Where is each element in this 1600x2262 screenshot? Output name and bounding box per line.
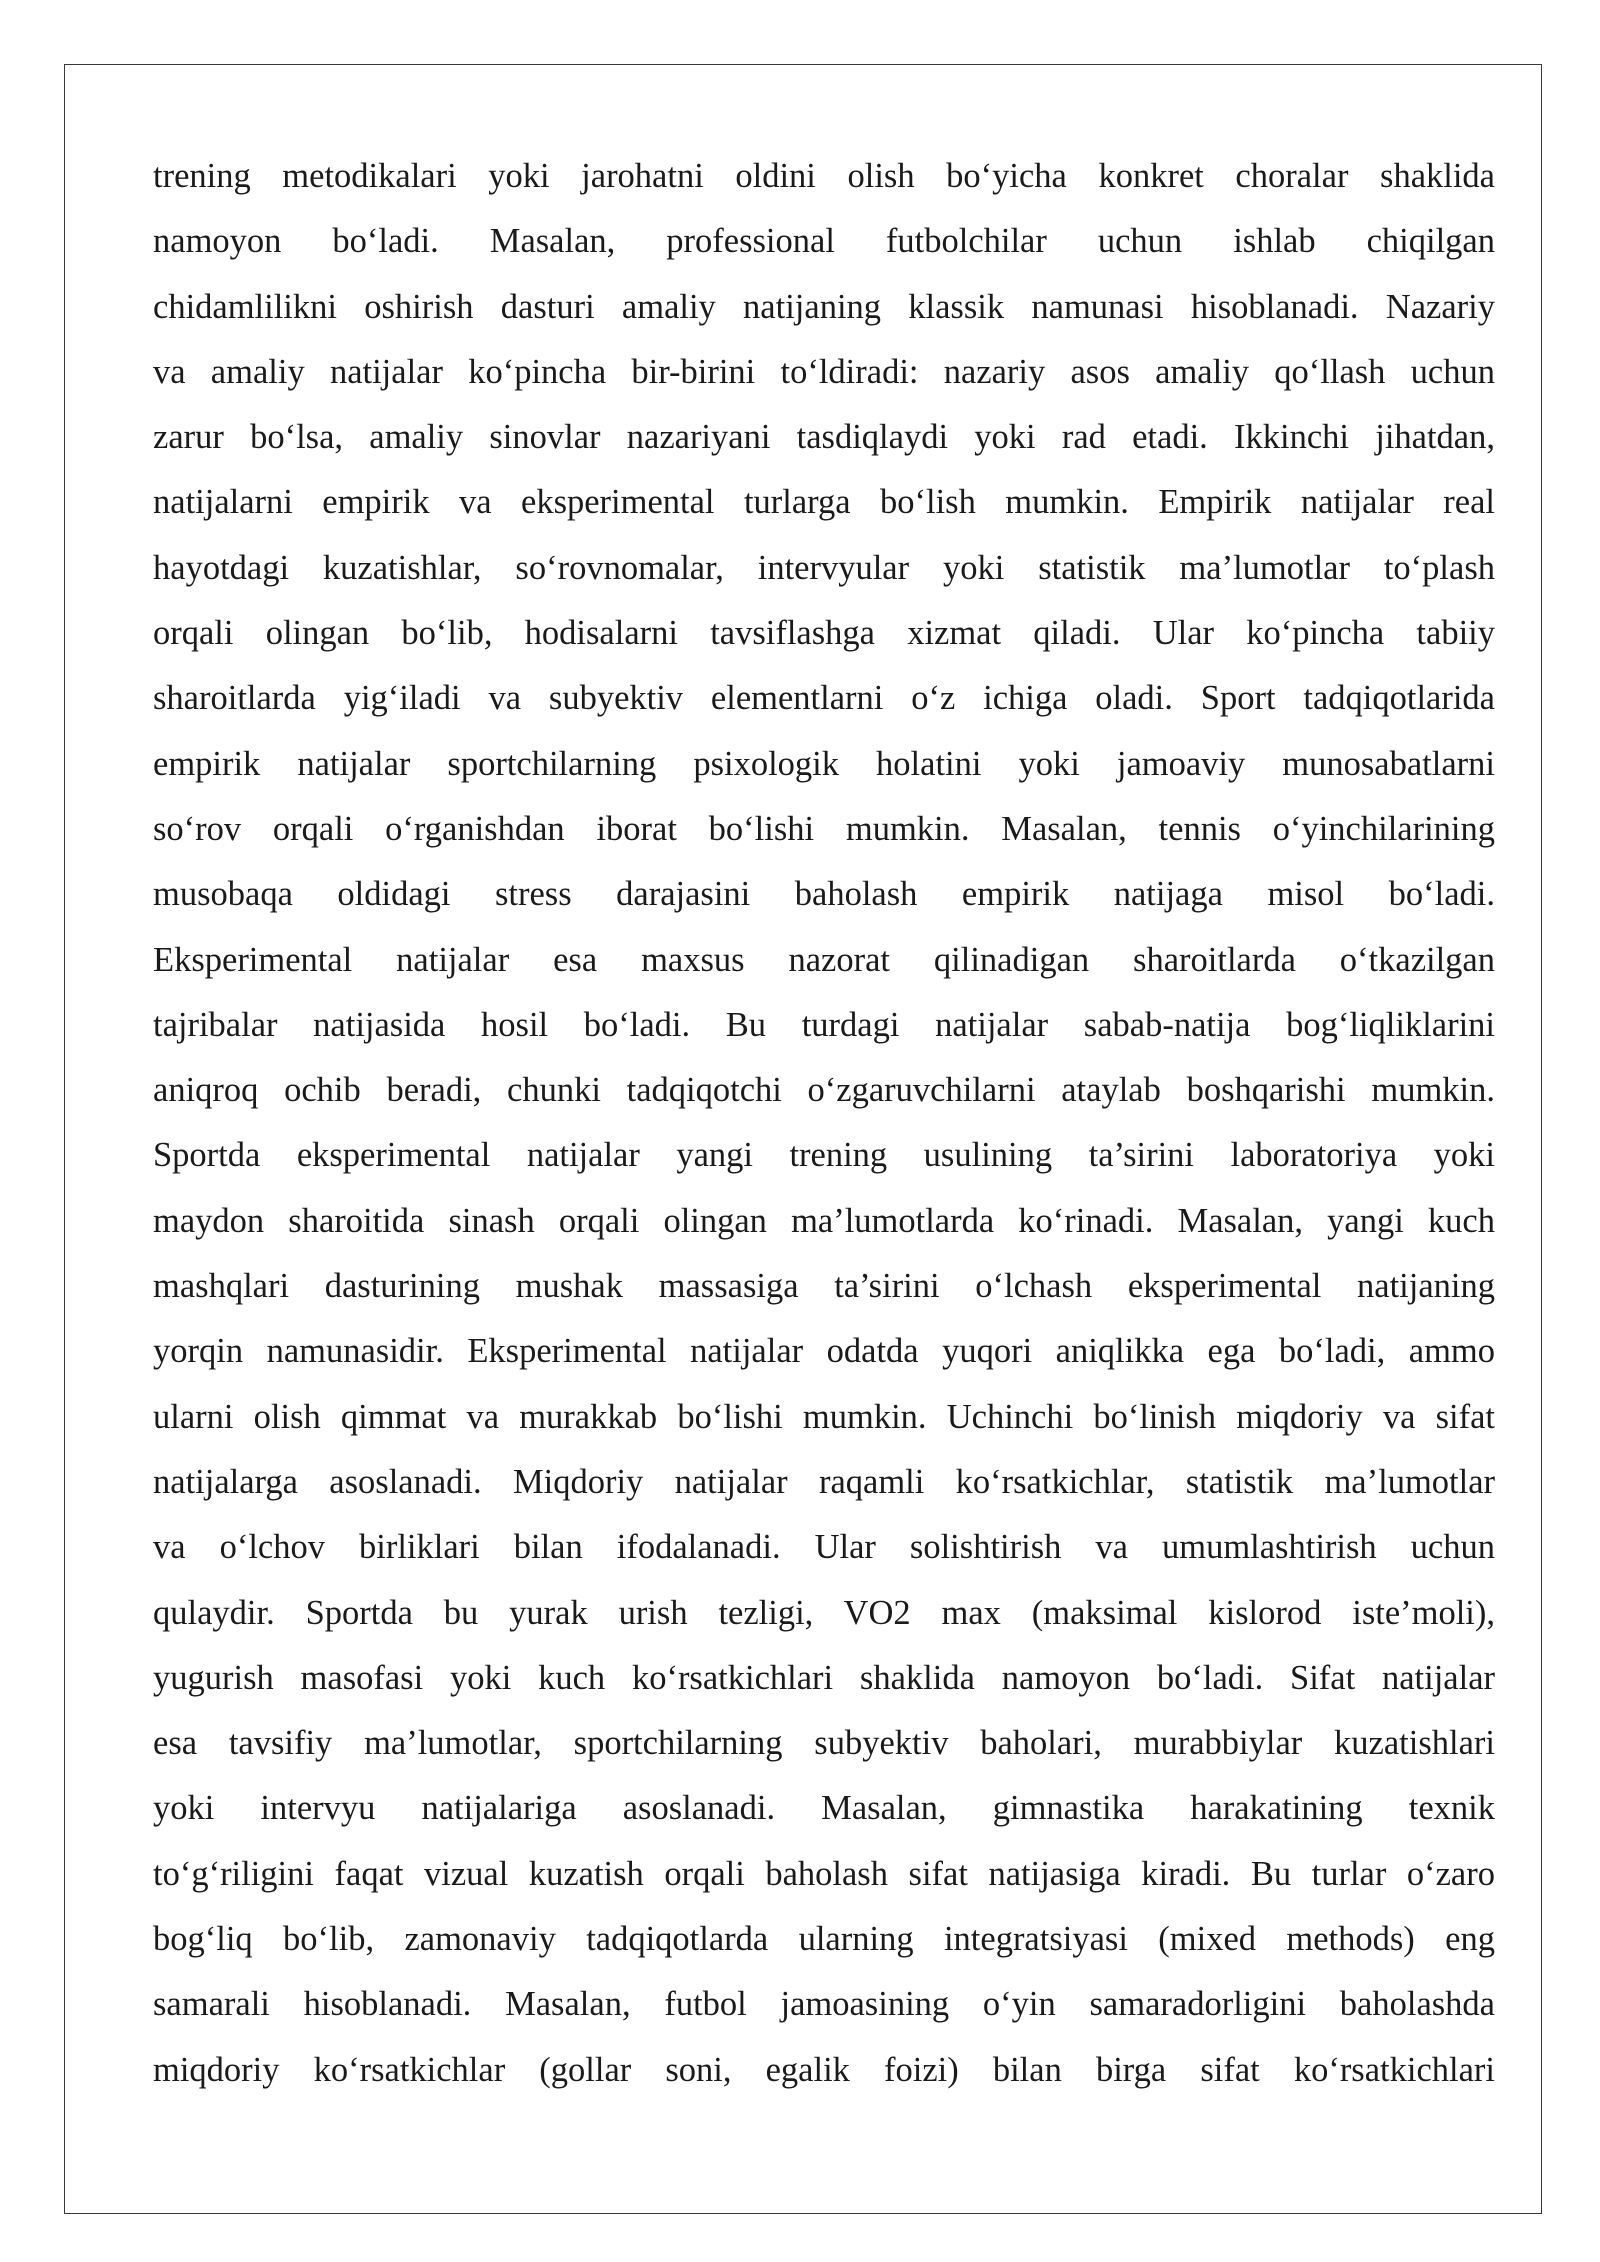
text-line: maydon sharoitida sinash orqali olingan ma’lumotlarda ko‘rinadi. Masalan, yangi kuch: [153, 1201, 1495, 1240]
text-line: yugurish masofasi yoki kuch ko‘rsatkichlari shaklida namoyon bo‘ladi. Sifat natijalar: [153, 1658, 1495, 1697]
text-line: so‘rov orqali o‘rganishdan iborat bo‘lishi mumkin. Masalan, tennis o‘yinchilarining: [153, 809, 1495, 848]
text-line: aniqroq ochib beradi, chunki tadqiqotchi o‘zgaruvchilarni ataylab boshqarishi mumkin.: [153, 1071, 1495, 1110]
text-line: sharoitlarda yig‘iladi va subyektiv elementlarni o‘z ichiga oladi. Sport tadqiqotlarida: [153, 679, 1495, 718]
text-line: orqali olingan bo‘lib, hodisalarni tavsiflashga xizmat qiladi. Ular ko‘pincha tabiiy: [153, 614, 1495, 653]
text-line: zarur bo‘lsa, amaliy sinovlar nazariyani tasdiqlaydi yoki rad etadi. Ikkinchi jihatdan,: [153, 418, 1495, 457]
text-line: ularni olish qimmat va murakkab bo‘lishi mumkin. Uchinchi bo‘linish miqdoriy va sifat: [153, 1397, 1495, 1436]
text-line: musobaqa oldidagi stress darajasini baholash empirik natijaga misol bo‘ladi.: [153, 875, 1495, 914]
text-line: Eksperimental natijalar esa maxsus nazorat qilinadigan sharoitlarda o‘tkazilgan: [153, 940, 1495, 979]
text-line: miqdoriy ko‘rsatkichlar (gollar soni, egalik foizi) bilan birga sifat ko‘rsatkichlari: [153, 2050, 1495, 2089]
text-line: Sportda eksperimental natijalar yangi trening usulining ta’sirini laboratoriya yoki: [153, 1136, 1495, 1175]
text-line: samarali hisoblanadi. Masalan, futbol jamoasining o‘yin samaradorligini baholashda: [153, 1985, 1495, 2024]
text-line: yoki intervyu natijalariga asoslanadi. Masalan, gimnastika harakatining texnik: [153, 1789, 1495, 1828]
text-line: namoyon bo‘ladi. Masalan, professional futbolchilar uchun ishlab chiqilgan: [153, 222, 1495, 261]
text-line: natijalarga asoslanadi. Miqdoriy natijalar raqamli ko‘rsatkichlar, statistik ma’lumotlar: [153, 1462, 1495, 1501]
text-line: mashqlari dasturining mushak massasiga ta’sirini o‘lchash eksperimental natijaning: [153, 1267, 1495, 1306]
text-line: esa tavsifiy ma’lumotlar, sportchilarning subyektiv baholari, murabbiylar kuzatishlari: [153, 1724, 1495, 1763]
text-line: tajribalar natijasida hosil bo‘ladi. Bu turdagi natijalar sabab-natija bog‘liqliklarini: [153, 1005, 1495, 1044]
text-line: yorqin namunasidir. Eksperimental natijalar odatda yuqori aniqlikka ega bo‘ladi, ammo: [153, 1332, 1495, 1371]
text-line: qulaydir. Sportda bu yurak urish tezligi, VO2 max (maksimal kislorod iste’moli),: [153, 1593, 1495, 1632]
text-line: trening metodikalari yoki jarohatni oldini olish bo‘yicha konkret choralar shaklida: [153, 157, 1495, 195]
body-paragraph: [153, 144, 1495, 2103]
text-line: va amaliy natijalar ko‘pincha bir-birini to‘ldiradi: nazariy asos amaliy qo‘llash uchun: [153, 352, 1495, 391]
text-line: empirik natijalar sportchilarning psixologik holatini yoki jamoaviy munosabatlarni: [153, 744, 1495, 783]
text-line: chidamlilikni oshirish dasturi amaliy natijaning klassik namunasi hisoblanadi. Nazariy: [153, 287, 1495, 326]
text-line: va o‘lchov birliklari bilan ifodalanadi. Ular solishtirish va umumlashtirish uchun: [153, 1528, 1495, 1567]
text-line: natijalarni empirik va eksperimental turlarga bo‘lish mumkin. Empirik natijalar real: [153, 483, 1495, 522]
text-line: to‘g‘riligini faqat vizual kuzatish orqali baholash sifat natijasiga kiradi. Bu turlar o‘zaro: [153, 1854, 1495, 1893]
text-line: hayotdagi kuzatishlar, so‘rovnomalar, intervyular yoki statistik ma’lumotlar to‘plash: [153, 548, 1495, 587]
text-line: bog‘liq bo‘lib, zamonaviy tadqiqotlarda ularning integratsiyasi (mixed methods) eng: [153, 1920, 1495, 1959]
